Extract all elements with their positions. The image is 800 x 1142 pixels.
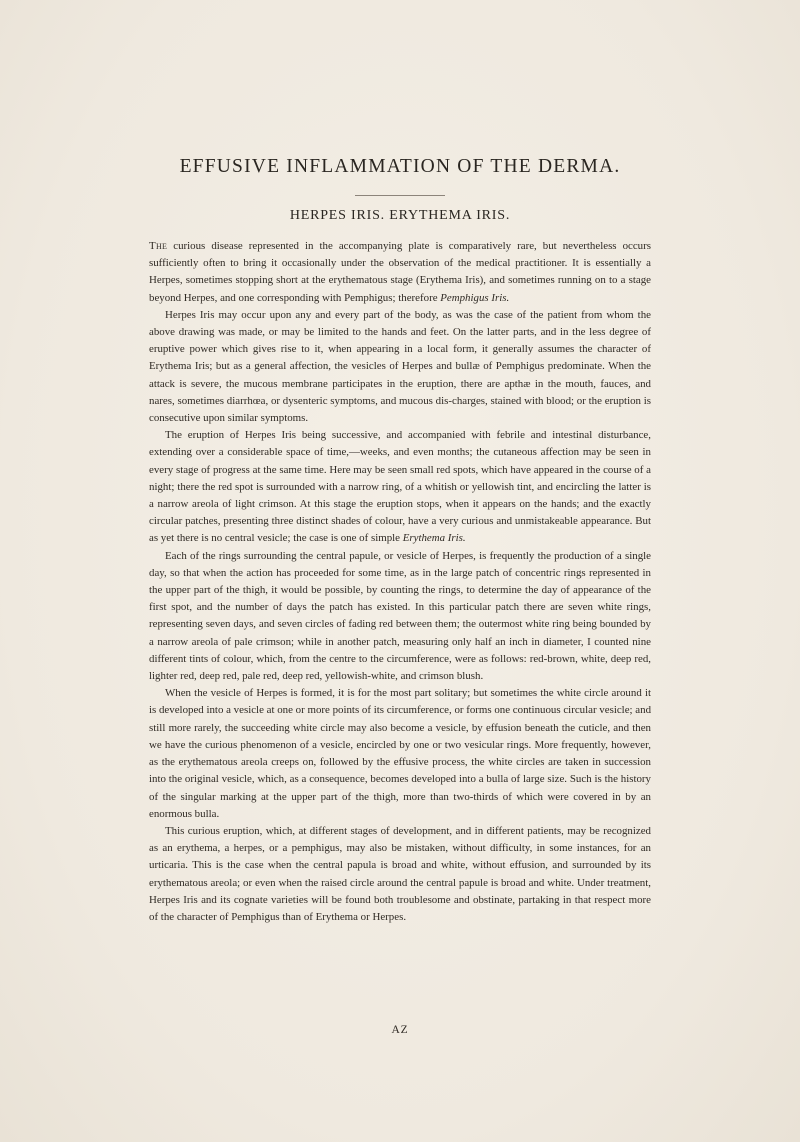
section-subtitle: HERPES IRIS. ERYTHEMA IRIS. (289, 208, 511, 223)
paragraph-3 (149, 427, 651, 547)
paragraph-italic: Erythema Iris. (402, 532, 466, 545)
paragraph-text: curious disease represented in the accompanying plate is comparatively rare, but nevertheless occurs sufficiently often to bring it occasionally under the observation of the medical practitioner. It is essentially a Herpes, sometimes stopping short at the erythematous stage (Erythema Iris), and sometimes running on to a stage beyond Herpes, and one corresponding with Pemphigus; therefore (149, 240, 651, 304)
signature-mark: AZ (391, 1024, 409, 1036)
paragraph-6 (149, 823, 651, 926)
title-divider (355, 195, 445, 196)
paragraph-text: The eruption of Herpes Iris being successive, and accompanied with febrile and intestinal disturbance, extending over a considerable space of time,—weeks, and even months; the cutaneous affection may be seen in every stage of progress at the same time. Here may be seen small red spots, which have appeared in the course of a night; there the red spot is surrounded with a narrow ring, of a whitish or yellowish tint, and encircling the latter is a narrow areola of light crimson. At this stage the eruption stops, when it appears on the hands; and the exactly circular patches, presenting three distinct shades of colour, have a very curious and unmistakeable appearance. But as yet there is no central vesicle; the case is one of simple (149, 429, 651, 545)
paragraph-lead: The (149, 240, 168, 252)
paragraph-italic: Pemphigus Iris. (440, 291, 510, 304)
paragraph-2 (149, 307, 651, 427)
paragraph-text: Herpes Iris may occur upon any and every part of the body, as was the case of the patient from whom the above drawing was made, or may be limited to the hands and feet. On the latter parts, and in the less degree of eruptive power which gives rise to it, when appearing in a local form, it generally assumes the character of Erythema Iris; but as a general affection, the vesicles of Herpes and bullæ of Pemphigus predominate. When the attack is severe, the mucous membrane participates in the eruption, there are apthæ in the mouth, fauces, and nares, sometimes diarrhœa, or dysenteric symptoms, and mucous dis-charges, stained with blood; or the eruption is consecutive upon similar symptoms. (149, 308, 651, 425)
body-text (149, 238, 651, 926)
paragraph-text: When the vesicle of Herpes is formed, it is for the most part solitary; but sometimes the white circle around it is developed into a vesicle at one or more points of its circumference, or forms one continuous circular vesicle; and still more rarely, the succeeding white circle may also become a vesicle, by effusion beneath the cuticle, and then we have the curious phenomenon of a vesicle, encircled by one or two vesicular rings. More frequently, however, as the erythematous areola creeps on, followed by the effusive process, the white circles are taken in succession into the original vesicle, which, as a consequence, becomes developed into a bulla of large size. Such is the history of the singular marking at the upper part of the thigh, more than two-thirds of which were covered in by an enormous bulla. (149, 687, 652, 820)
paragraph-1 (149, 238, 651, 307)
paragraph-text: This curious eruption, which, at different stages of development, and in different patients, may be recognized as an erythema, a herpes, or a pemphigus, may also be mistaken, without difficulty, in some instances, for an urticaria. This is the case when the central papula is broad and white, without effusion, and surrounded by its erythematous areola; or even when the raised circle around the central papule is broad and white. Under treatment, Herpes Iris and its cognate varieties will be found both troublesome and obstinate, partaking in that respect more of the character of Pemphigus than of Erythema or Herpes. (149, 824, 651, 923)
paragraph-4 (149, 548, 651, 686)
paragraph-5 (149, 685, 651, 823)
page-title: EFFUSIVE INFLAMMATION OF THE DERMA. (179, 156, 621, 177)
paragraph-text: Each of the rings surrounding the central papule, or vesicle of Herpes, is frequently the production of a single day, so that when the action has proceeded for some time, as in the large patch of concentric rings represented in the upper part of the thigh, it would be possible, by counting the rings, to determine the day of appearance of the first spot, and the number of days the patch has existed. In this particular patch there are seven white rings, representing seven days, and seven circles of fading red between them; the outermost white ring being bounded by a narrow areola of pale crimson; while in another patch, measuring only half an inch in diameter, I counted nine different tints of colour, which, from the centre to the circumference, were as follows: red-brown, white, deep red, lighter red, deep red, pale red, deep red, yellowish-white, and crimson blush. (149, 549, 651, 683)
